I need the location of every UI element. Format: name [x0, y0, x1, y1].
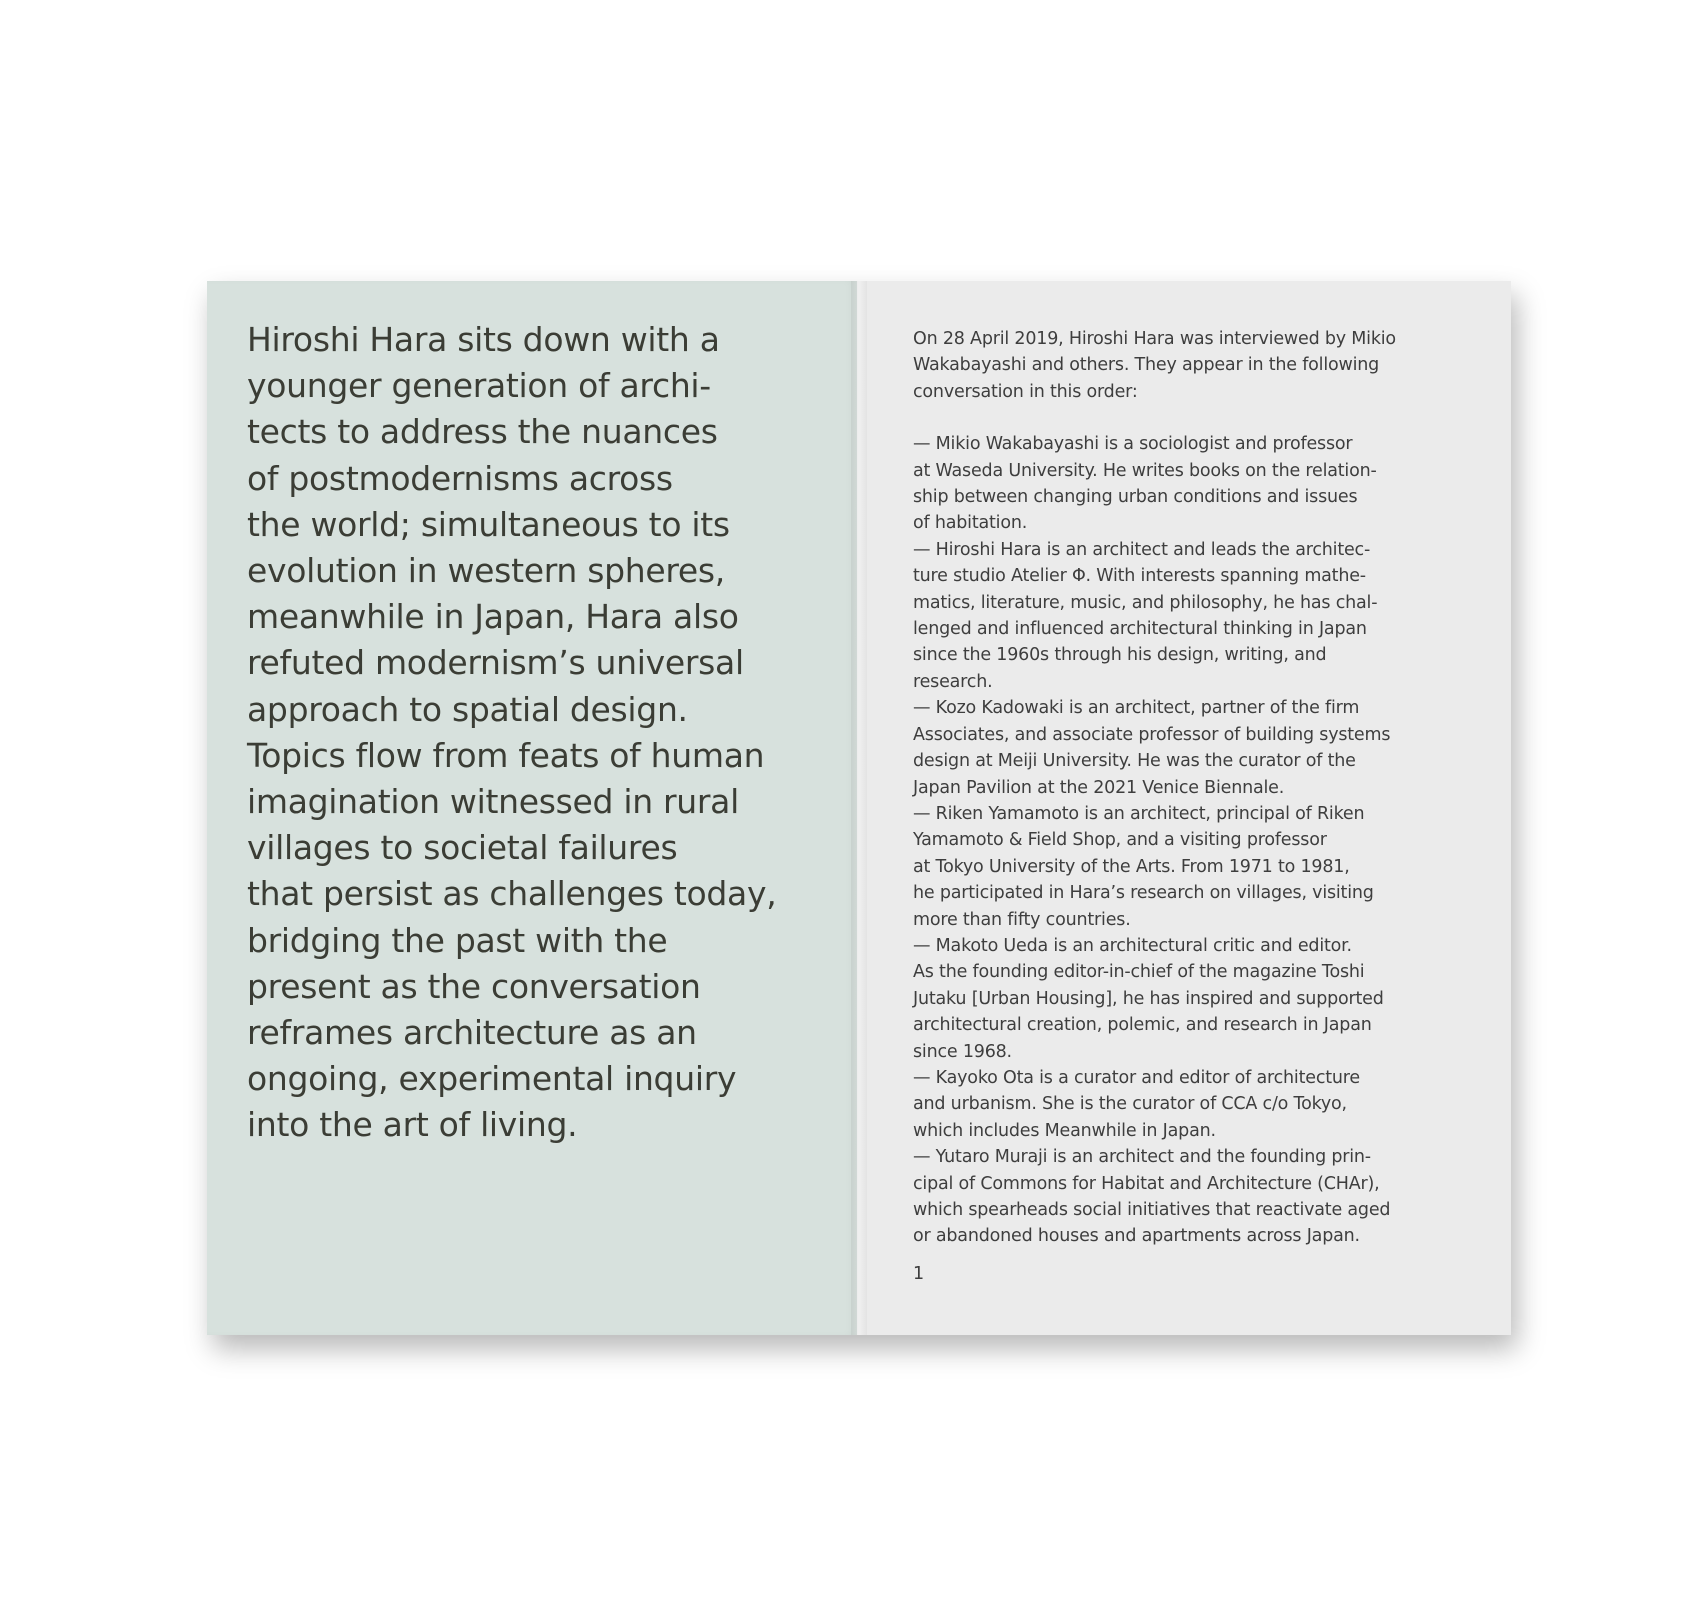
- body-line: at Waseda University. He writes books on the relation-: [913, 460, 1377, 481]
- body-line: — Yutaro Muraji is an architect and the founding prin-: [913, 1147, 1371, 1168]
- intro-line: meanwhile in Japan, Hara also: [247, 597, 739, 637]
- body-line: conversation in this order:: [913, 381, 1138, 402]
- intro-line: villages to societal failures: [247, 828, 678, 868]
- body-line: As the founding editor-in-chief of the magazine Toshi: [913, 962, 1365, 983]
- intro-line: the world; simultaneous to its: [247, 504, 730, 544]
- intro-line: ongoing, experimental inquiry: [247, 1059, 737, 1099]
- body-line: ture studio Atelier Φ. With interests spanning mathe-: [913, 566, 1366, 587]
- body-line: Wakabayashi and others. They appear in the following: [913, 355, 1380, 376]
- intro-line: of postmodernisms across: [247, 458, 673, 498]
- body-line: which spearheads social initiatives that reactivate aged: [913, 1200, 1391, 1220]
- body-line: — Mikio Wakabayashi is a sociologist and professor: [913, 434, 1353, 455]
- body-line: Jutaku [Urban Housing], he has inspired and supported: [913, 988, 1384, 1009]
- body-line: since the 1960s through his design, writing, and: [913, 645, 1327, 666]
- body-line: Associates, and associate professor of building systems: [913, 724, 1391, 745]
- body-line: — Kayoko Ota is a curator and editor of architecture: [913, 1067, 1360, 1088]
- body-line: Yamamoto & Field Shop, and a visiting professor: [913, 830, 1327, 851]
- body-line: Japan Pavilion at the 2021 Venice Biennale.: [913, 777, 1285, 798]
- page-number: 1: [913, 1264, 925, 1284]
- intro-line: tects to address the nuances: [247, 412, 718, 452]
- body-line: design at Meiji University. He was the curator of the: [913, 751, 1356, 772]
- body-line: architectural creation, polemic, and research in Japan: [913, 1015, 1372, 1036]
- intro-line: that persist as challenges today,: [247, 874, 777, 914]
- intro-line: approach to spatial design.: [247, 689, 688, 729]
- body-line: — Hiroshi Hara is an architect and leads the architec-: [913, 539, 1371, 560]
- body-line: — Makoto Ueda is an architectural critic and editor.: [913, 935, 1352, 956]
- body-line: lenged and influenced architectural thinking in Japan: [913, 619, 1367, 640]
- intro-line: Hiroshi Hara sits down with a: [247, 320, 720, 359]
- open-book-spread: [207, 281, 1511, 1335]
- intro-line: evolution in western spheres,: [247, 551, 725, 591]
- body-line: and urbanism. She is the curator of CCA c/o Tokyo,: [913, 1094, 1347, 1115]
- intro-line: Topics flow from feats of human: [247, 735, 765, 775]
- body-line: he participated in Hara’s research on villages, visiting: [913, 883, 1374, 904]
- intro-paragraph: [247, 317, 827, 1149]
- intro-line: bridging the past with the: [247, 920, 668, 960]
- body-line: matics, literature, music, and philosophy, he has chal-: [913, 592, 1378, 613]
- body-line: or abandoned houses and apartments across Japan.: [913, 1226, 1360, 1247]
- body-line: which includes Meanwhile in Japan.: [913, 1120, 1216, 1141]
- body-line: more than fifty countries.: [913, 909, 1131, 930]
- intro-line: into the art of living.: [247, 1105, 578, 1145]
- intro-line: refuted modernism’s universal: [247, 643, 744, 683]
- intro-line: imagination witnessed in rural: [247, 782, 739, 822]
- participants-text: [913, 326, 1471, 1250]
- right-page: [857, 281, 1511, 1335]
- intro-line: younger generation of archi-: [247, 366, 711, 406]
- body-line: cipal of Commons for Habitat and Architecture (CHAr),: [913, 1173, 1380, 1194]
- intro-line: present as the conversation: [247, 966, 701, 1006]
- left-page: [207, 281, 857, 1335]
- body-line: of habitation.: [913, 513, 1028, 534]
- intro-line: reframes architecture as an: [247, 1013, 697, 1053]
- paragraph-gap: [913, 405, 1471, 431]
- body-line: — Kozo Kadowaki is an architect, partner of the firm: [913, 698, 1360, 719]
- body-line: ship between changing urban conditions and issues: [913, 487, 1358, 508]
- body-line: at Tokyo University of the Arts. From 1971 to 1981,: [913, 856, 1350, 877]
- body-line: On 28 April 2019, Hiroshi Hara was interviewed by Mikio: [913, 329, 1396, 349]
- body-line: since 1968.: [913, 1041, 1012, 1062]
- body-line: research.: [913, 671, 993, 692]
- body-line: — Riken Yamamoto is an architect, principal of Riken: [913, 803, 1365, 824]
